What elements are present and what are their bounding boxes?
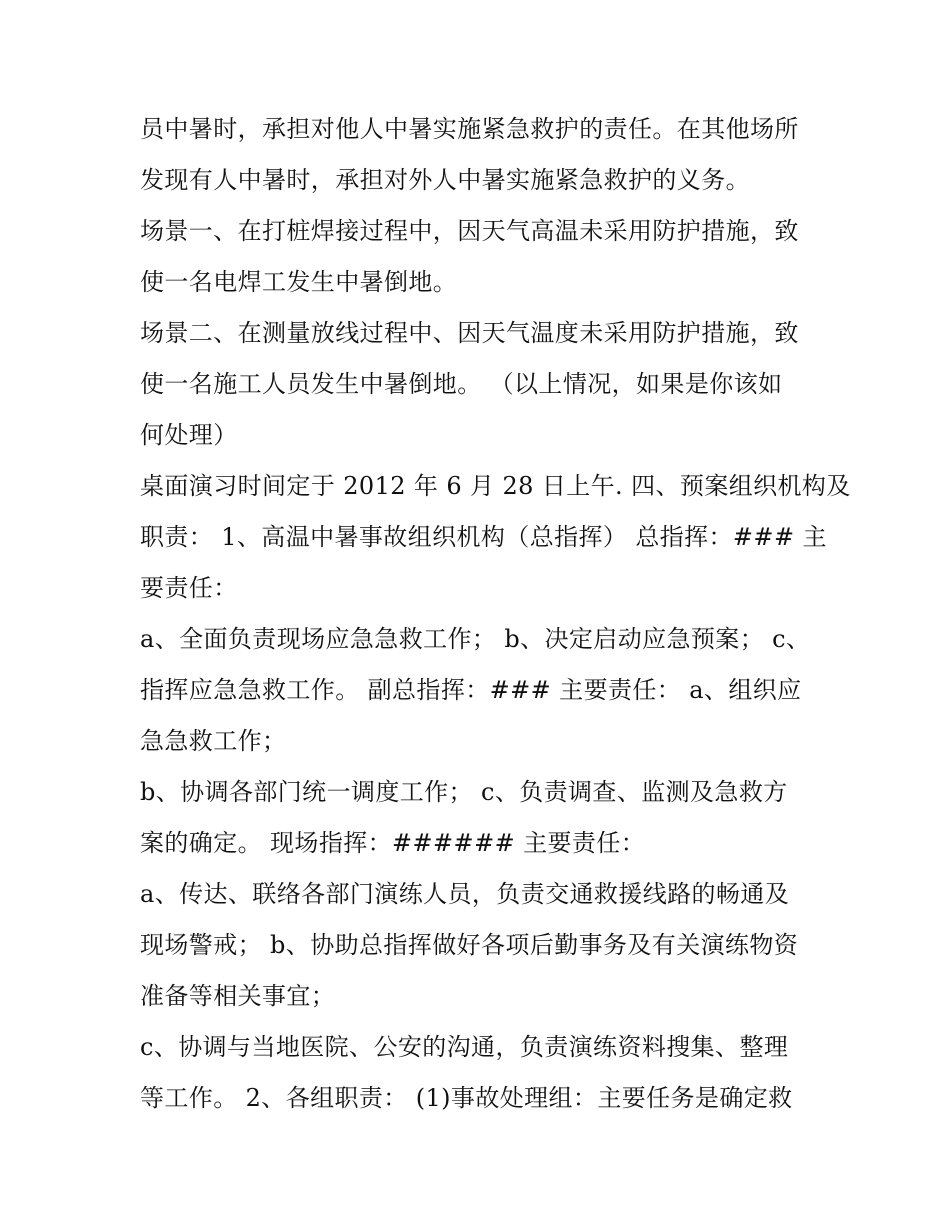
text-line: 急急救工作； xyxy=(140,727,287,755)
text-line: 发现有人中暑时，承担对外人中暑实施紧急救护的义务。 xyxy=(140,166,750,194)
text-line: 场景一、在打桩焊接过程中，因天气高温未采用防护措施，致 xyxy=(140,217,799,245)
text-line: 指挥应急急救工作。 副总指挥：### 主要责任： a、组织应 xyxy=(140,676,802,704)
text-line: 职责： 1、高温中暑事故组织机构（总指挥） 总指挥：### 主 xyxy=(140,523,827,551)
text-line: 使一名施工人员发生中暑倒地。 （以上情况，如果是你该如 xyxy=(140,370,783,398)
text-line: 场景二、在测量放线过程中、因天气温度未采用防护措施，致 xyxy=(140,319,799,347)
document-body xyxy=(140,104,851,1124)
text-line: 要责任： xyxy=(140,574,238,602)
text-line: c、协调与当地医院、公安的沟通，负责演练资料搜集、整理 xyxy=(140,1033,789,1061)
text-line: 案的确定。 现场指挥：###### 主要责任： xyxy=(140,829,646,857)
text-line: 桌面演习时间定于 2012 年 6 月 28 日上午. 四、预案组织机构及 xyxy=(140,472,851,500)
text-line: 等工作。 2、各组职责： (1)事故处理组：主要任务是确定救 xyxy=(140,1084,793,1112)
text-line: 准备等相关事宜； xyxy=(140,982,336,1010)
text-line: 现场警戒； b、协助总指挥做好各项后勤事务及有关演练物资 xyxy=(140,931,799,959)
text-line: 员中暑时，承担对他人中暑实施紧急救护的责任。在其他场所 xyxy=(140,115,799,143)
text-line: a、传达、联络各部门演练人员，负责交通救援线路的畅通及 xyxy=(140,880,790,908)
text-line: a、全面负责现场应急急救工作； b、决定启动应急预案； c、 xyxy=(140,625,811,653)
text-line: b、协调各部门统一调度工作； c、负责调查、监测及急救方 xyxy=(140,778,788,806)
text-line: 使一名电焊工发生中暑倒地。 xyxy=(140,268,458,296)
text-line: 何处理） xyxy=(140,421,238,449)
